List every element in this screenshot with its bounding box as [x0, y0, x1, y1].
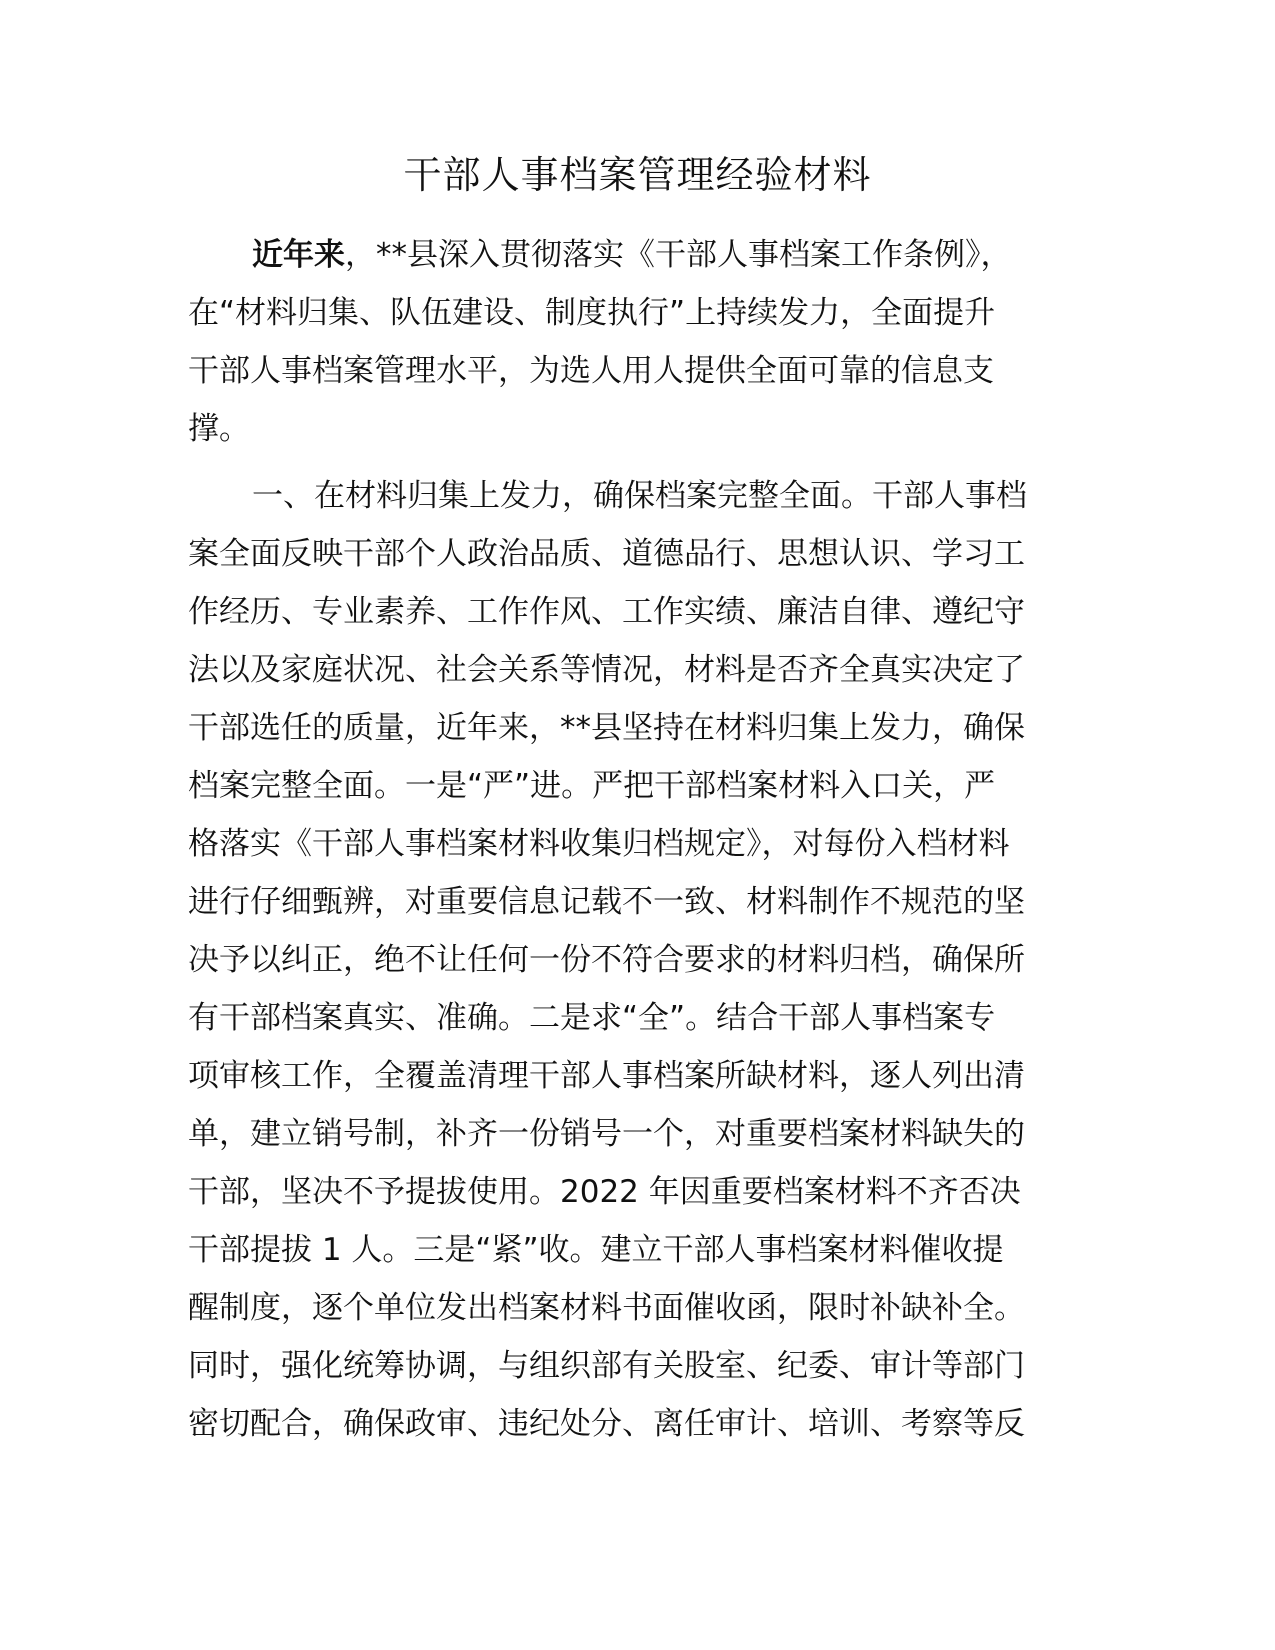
line-text: ，**县深入贯彻落实《干部人事档案工作条例》，: [345, 237, 1012, 273]
paragraph-line: 干部，坚决不予提拔使用。2022 年因重要档案材料不齐否决: [188, 1174, 1021, 1210]
paragraph-line: 有干部档案真实、准确。二是求“全”。结合干部人事档案专: [188, 1000, 996, 1036]
paragraph-line: 干部提拔 1 人。三是“紧”收。建立干部人事档案材料催收提: [188, 1232, 1004, 1268]
paragraph-line: 撑。: [188, 411, 250, 447]
paragraph-line: 单，建立销号制，补齐一份销号一个，对重要档案材料缺失的: [188, 1116, 1025, 1152]
paragraph-line: 密切配合，确保政审、违纪处分、离任审计、培训、考察等反: [188, 1406, 1025, 1442]
paragraph-line: 干部选任的质量，近年来，**县坚持在材料归集上发力，确保: [188, 710, 1025, 746]
paragraph-line: 醒制度，逐个单位发出档案材料书面催收函，限时补缺补全。: [188, 1290, 1025, 1326]
document-title: 干部人事档案管理经验材料: [403, 153, 872, 197]
paragraph-line: [188, 226, 1088, 284]
lead-phrase: 近年来: [252, 237, 345, 273]
paragraph-line: 档案完整全面。一是“严”进。严把干部档案材料入口关，严: [188, 768, 996, 804]
paragraph-line: 决予以纠正，绝不让任何一份不符合要求的材料归档，确保所: [188, 942, 1025, 978]
paragraph-line: 同时，强化统筹协调，与组织部有关股室、纪委、审计等部门: [188, 1348, 1025, 1384]
section-heading-line: 一、在材料归集上发力，确保档案完整全面。干部人事档: [252, 478, 1027, 514]
paragraph-line: 在“材料归集、队伍建设、制度执行”上持续发力，全面提升: [188, 295, 996, 331]
paragraph-line: 项审核工作，全覆盖清理干部人事档案所缺材料，逐人列出清: [188, 1058, 1025, 1094]
paragraph-line: 进行仔细甄辨，对重要信息记载不一致、材料制作不规范的坚: [188, 884, 1025, 920]
intro-paragraph: [188, 226, 1088, 458]
paragraph-line: 案全面反映干部个人政治品质、道德品行、思想认识、学习工: [188, 536, 1025, 572]
paragraph-line: 作经历、专业素养、工作作风、工作实绩、廉洁自律、遵纪守: [188, 594, 1025, 630]
paragraph-line: 法以及家庭状况、社会关系等情况，材料是否齐全真实决定了: [188, 652, 1025, 688]
paragraph-line: 格落实《干部人事档案材料收集归档规定》，对每份入档材料: [188, 826, 1010, 862]
section-1-paragraph: [188, 467, 1088, 1453]
paragraph-line: 干部人事档案管理水平，为选人用人提供全面可靠的信息支: [188, 353, 994, 389]
